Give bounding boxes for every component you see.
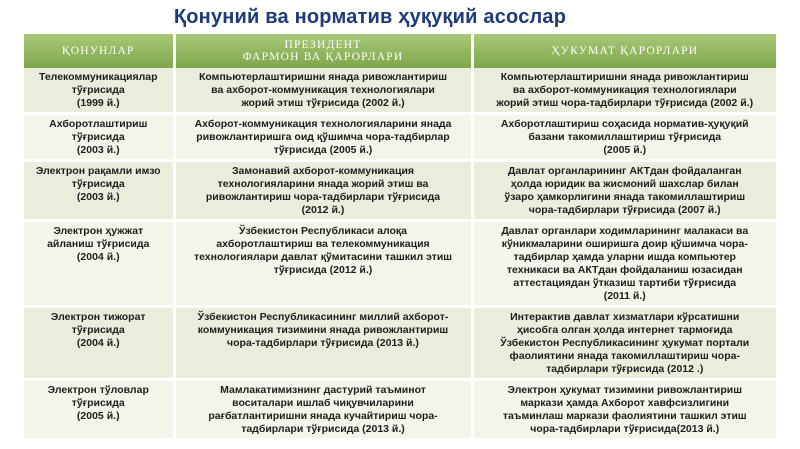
cell-text-line: тўғрисида (71, 397, 125, 409)
cell-text-line: ривожлантириш чора-тадбирлари тўғрисида (205, 191, 441, 203)
column-header-laws: ҚОНУНЛАР (24, 34, 174, 68)
cell-text-line: Давлат органлари ходимларининг малакаси ва (501, 225, 749, 237)
table-header-row (24, 34, 776, 68)
cell-text-line: Мамлакатимизнинг дастурий таъминот (220, 384, 426, 396)
cell-president-decree (174, 114, 472, 161)
cell-text-line: Ахборотлаштириш соҳасида норматив-ҳуқуқий (500, 118, 749, 130)
cell-text-line: тўғрисида (2012 й.) (273, 264, 373, 276)
cell-government-resolution (472, 114, 776, 161)
cell-text-line: коммуникация тизимини янада ривожлантириш (197, 324, 449, 336)
cell-text-line: (2004 й.) (76, 251, 120, 263)
cell-president-decree (174, 380, 472, 440)
table-row (24, 114, 776, 161)
column-header-government-resolutions: ҲУКУМАТ ҚАРОРЛАРИ (472, 34, 776, 68)
cell-text-line: Телекоммуникациялар (38, 71, 158, 83)
column-header-president-decrees (174, 34, 472, 68)
cell-text-line: тадбирлари тўғрисида (2012 .) (546, 363, 704, 375)
cell-text-line: (2012 й.) (301, 204, 345, 216)
legal-basis-table (24, 34, 776, 441)
cell-government-resolution (472, 221, 776, 307)
cell-text-line: жорий этиш чора-тадбирлари тўғрисида (2002 й.) (496, 97, 754, 109)
cell-text-line: Интерактив давлат хизматлари кўрсатишни (510, 311, 740, 323)
cell-text-line: Электрон тўловлар (47, 384, 149, 396)
cell-text-line: Ахборотлаштириш (49, 118, 148, 130)
cell-text-line: жорий этиш тўғрисида (2002 й.) (241, 97, 405, 109)
cell-text-line: (2003 й.) (76, 191, 120, 203)
cell-law (24, 380, 174, 440)
cell-text-line: Ўзбекистон Республикаси алоқа (238, 225, 408, 237)
cell-law (24, 114, 174, 161)
table-row (24, 307, 776, 380)
cell-text-line: (1999 й.) (76, 97, 120, 109)
cell-text-line: чора-тадбирлари тўғрисида (2007 й.) (528, 204, 721, 216)
cell-president-decree (174, 307, 472, 380)
cell-text-line: Давлат органларининг АКТдан фойдаланган (507, 165, 742, 177)
cell-text-line: базани такомиллаштириш тўғрисида (528, 131, 722, 143)
header-line: ФАРМОН ВА ҚАРОРЛАРИ (242, 51, 404, 63)
cell-text-line: ўзаро ҳамкорлигини янада такомиллаштириш (504, 191, 746, 203)
cell-government-resolution (472, 380, 776, 440)
table-row (24, 380, 776, 440)
cell-law (24, 68, 174, 114)
table-row (24, 221, 776, 307)
cell-text-line: аттестациядан ўтказиш тартиби тўғрисида (513, 277, 737, 289)
cell-text-line: (2004 й.) (76, 337, 120, 349)
cell-president-decree (174, 161, 472, 221)
cell-text-line: Электрон тижорат (50, 311, 146, 323)
cell-text-line: айланиш тўғрисида (47, 238, 150, 250)
cell-text-line: ва ахборот-коммуникация технологиялари (512, 84, 737, 96)
cell-text-line: Ахборот-коммуникация технологияларини янада (194, 118, 452, 130)
cell-president-decree (174, 221, 472, 307)
table-row (24, 68, 776, 114)
cell-text-line: (2005 й.) (76, 410, 120, 422)
cell-text-line: Ўзбекистон Республикасининг ҳукумат портали (500, 337, 750, 349)
cell-text-line: кўникмаларини оширишга доир қўшимча чора- (501, 238, 748, 250)
cell-text-line: ривожлантиришга оид қўшимча чора-тадбирлар (196, 131, 450, 143)
cell-text-line: Замонавий ахборот-коммуникация (231, 165, 415, 177)
cell-government-resolution (472, 307, 776, 380)
cell-text-line: тадбирлар ҳамда уларни ишда компьютер (513, 251, 736, 263)
cell-text-line: маркази ҳамда Ахборот хавфсизлигини (520, 397, 730, 409)
cell-text-line: Электрон ҳукумат тизимини ривожлантириш (507, 384, 742, 396)
cell-government-resolution (472, 68, 776, 114)
cell-text-line: тўғрисида (71, 131, 125, 143)
cell-president-decree (174, 68, 472, 114)
cell-text-line: Электрон ҳужжат (53, 225, 144, 237)
cell-text-line: чора-тадбирлари тўғрисида(2013 й.) (530, 423, 720, 435)
table-row (24, 161, 776, 221)
cell-text-line: таъминлаш маркази фаолиятини ташкил этиш (502, 410, 747, 422)
cell-text-line: тўғрисида (71, 84, 125, 96)
cell-text-line: технологияларини янада жорий этиш ва (217, 178, 429, 190)
table-body (24, 68, 776, 440)
cell-text-line: рағбатлантиришни янада кучайтириш чора- (208, 410, 438, 422)
cell-text-line: Электрон рақамли имзо (35, 165, 161, 177)
header-line: ПРЕЗИДЕНТ (284, 39, 362, 51)
cell-text-line: технологиялари давлат қўмитасини ташкил этиш (193, 251, 453, 263)
cell-text-line: Компьютерлаштиришни янада ривожлантириш (199, 71, 447, 83)
cell-text-line: фаолиятини янада такомиллаштириш чора- (509, 350, 740, 362)
cell-text-line: тўғрисида (71, 178, 125, 190)
cell-text-line: тадбирлари тўғрисида (2013 й.) (241, 423, 405, 435)
cell-text-line: Компьютерлаштиришни янада ривожлантириш (500, 71, 749, 83)
cell-text-line: чора-тадбирлари тўғрисида (2013 й.) (227, 337, 419, 349)
cell-text-line: тўғрисида (2005 й.) (273, 144, 373, 156)
cell-government-resolution (472, 161, 776, 221)
cell-text-line: (2011 й.) (603, 290, 646, 302)
cell-law (24, 221, 174, 307)
cell-text-line: (2003 й.) (76, 144, 120, 156)
cell-text-line: ахборотлаштириш ва телекоммуникация (216, 238, 430, 250)
cell-law (24, 161, 174, 221)
cell-text-line: (2005 й.) (603, 144, 647, 156)
cell-text-line: тўғрисида (71, 324, 125, 336)
cell-text-line: ҳисобга олган ҳолда интернет тармоғида (517, 324, 733, 336)
cell-text-line: Ўзбекистон Республикасининг миллий ахборот- (197, 311, 449, 323)
page-title: Қонуний ва норматив ҳуқуқий асослар (173, 6, 567, 28)
cell-law (24, 307, 174, 380)
cell-text-line: техникаси ва АКТдан фойдаланиш юзасидан (506, 264, 743, 276)
cell-text-line: ҳолда юридик ва жисмоний шахслар билан (510, 178, 739, 190)
cell-text-line: воситалари ишлаб чиқувчиларини (232, 397, 414, 409)
cell-text-line: ва ахборот-коммуникация технологиялари (211, 84, 435, 96)
